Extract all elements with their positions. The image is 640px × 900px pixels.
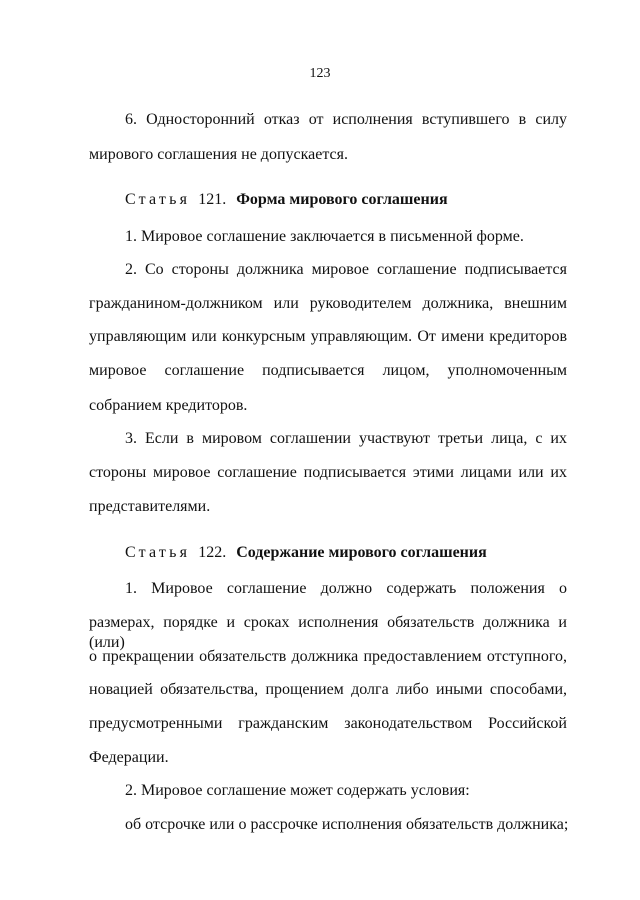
paragraph-line: 1. Мировое соглашение должно содержать положения о [125, 580, 567, 597]
article-number: 122. [198, 544, 227, 561]
paragraph-line: 2. Мировое соглашение может содержать условия: [125, 782, 470, 799]
paragraph-line: 2. Со стороны должника мировое соглашение подписывается [125, 261, 567, 278]
article-121-heading [125, 190, 448, 210]
page-number: 123 [309, 66, 331, 81]
article-number: 121. [198, 191, 227, 208]
article-label: Статья [125, 191, 191, 208]
article-label: Статья [125, 544, 191, 561]
paragraph-line: управляющим или конкурсным управляющим. От имени кредиторов [89, 328, 567, 345]
article-title: Форма мирового соглашения [236, 191, 448, 208]
paragraph-line: размерах, порядке и сроках исполнения обязательств должника и (или) [89, 614, 567, 651]
paragraph-line: мировое соглашение подписывается лицом, уполномоченным [89, 362, 567, 379]
paragraph-line: представителями. [89, 498, 211, 515]
paragraph-line: новацией обязательства, прощением долга либо иными способами, [89, 681, 567, 698]
paragraph-line: 1. Мировое соглашение заключается в письменной форме. [125, 228, 524, 245]
paragraph-line: гражданином-должником или руководителем должника, внешним [89, 295, 567, 312]
paragraph-line: 6. Односторонний отказ от исполнения вступившего в силу [125, 111, 567, 128]
paragraph-line: стороны мировое соглашение подписывается этими лицами или их [89, 464, 567, 481]
paragraph-line: 3. Если в мировом соглашении участвуют третьи лица, с их [125, 430, 567, 447]
paragraph-line: о прекращении обязательств должника предоставлением отступного, [89, 648, 567, 665]
paragraph-line: Федерации. [89, 749, 169, 766]
paragraph-line: мирового соглашения не допускается. [89, 146, 348, 163]
paragraph-line: собранием кредиторов. [89, 397, 248, 414]
paragraph-line: об отсрочке или о рассрочке исполнения обязательств должника; [125, 816, 569, 833]
article-122-heading [125, 543, 487, 563]
article-title: Содержание мирового соглашения [236, 544, 487, 561]
paragraph-line: предусмотренными гражданским законодательством Российской [89, 715, 567, 732]
